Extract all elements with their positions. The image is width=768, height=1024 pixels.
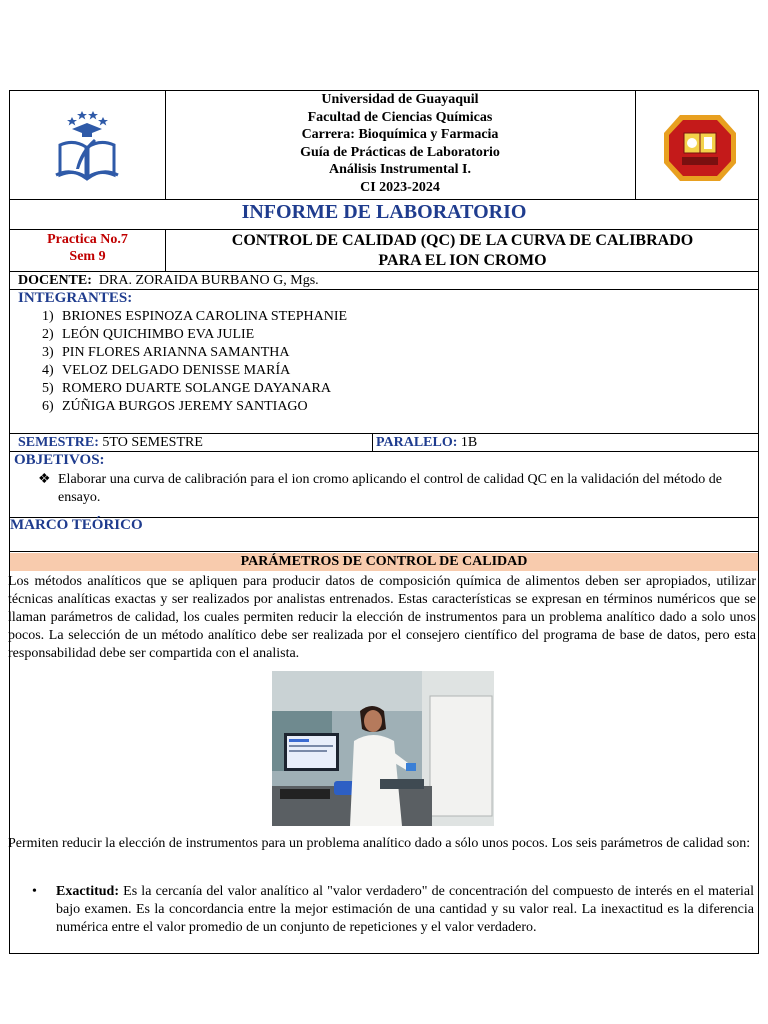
objetivo-text: Elaborar una curva de calibración para el ion cromo aplicando el control de calidad QC en la validación del método de ensayo. [58, 472, 722, 505]
practice-week: Sem 9 [69, 249, 106, 264]
members-list [42, 308, 347, 416]
report-title: INFORME DE LABORATORIO [241, 201, 527, 223]
practice-label [10, 229, 165, 271]
university-logo-icon [50, 103, 125, 183]
list-item: 1) BRIONES ESPINOZA CAROLINA STEPHANIE [42, 309, 348, 324]
paralelo-label: PARALELO: [376, 435, 458, 450]
exactitud-term: Exactitud: [56, 884, 119, 899]
list-item: 6) ZÚÑIGA BURGOS JEREMY SANTIAGO [42, 399, 308, 414]
paralelo-row [376, 434, 477, 452]
paralelo-value: 1B [460, 435, 478, 450]
header-line: CI 2023-2024 [360, 179, 440, 195]
lab-photo [272, 671, 494, 826]
exactitud-text: Es la cercanía del valor analítico al "valor verdadero" de concentración del compuesto de interés en el material bajo examen. Es la concordancia entre la mejor estimación de una cantidad y su valor real. La inexactitud es la diferencia numérica entre el valor promedio de un conjunto de repeticiones y el valor verdadero. [56, 884, 754, 935]
header-line: Facultad de Ciencias Químicas [307, 109, 493, 125]
diamond-bullet-icon: ❖ [38, 472, 51, 487]
header-line: Guía de Prácticas de Laboratorio [300, 144, 500, 160]
practice-topic [165, 229, 760, 271]
docente-row [18, 272, 319, 290]
list-item: 3) PIN FLORES ARIANNA SAMANTHA [42, 345, 290, 360]
faculty-seal-icon [660, 111, 740, 186]
paragraph-parametros: Permiten reducir la elección de instrumentos para un problema analítico dado a sólo unos pocos. Los seis parámetros de calidad son: [8, 836, 751, 851]
semestre-label: SEMESTRE: [18, 435, 99, 450]
list-item: 5) ROMERO DUARTE SOLANGE DAYANARA [42, 381, 331, 396]
header-line: Análisis Instrumental I. [329, 162, 471, 177]
semestre-row [18, 434, 203, 452]
paragraph-intro: Los métodos analíticos que se apliquen para producir datos de composición química de alimentos deben ser apropiados, utilizar técnicas analíticas exactas y ser realizados por analistas entrenados. Estas características se expresan en términos numéricos que se llaman parámetros de calidad, los cuales permiten reducir la elección de instrumentos para un problema analítico dado a solo unos pocos. La selección de un método analítico debe ser realizada por el consejero científico del programa de base de datos, pero esta responsabilidad debe ser compartida con el analista. [8, 574, 756, 661]
header-line: Carrera: Bioquímica y Farmacia [301, 127, 499, 142]
integrantes-heading: INTEGRANTES: [18, 290, 133, 306]
practice-number: Practica No.7 [47, 232, 128, 247]
marco-teorico-heading: MARCO TEÓRICO [10, 517, 143, 533]
semestre-value: 5TO SEMESTRE [102, 435, 203, 450]
bullet-dot-icon: • [32, 884, 37, 899]
parametros-heading: PARÁMETROS DE CONTROL DE CALIDAD [10, 553, 758, 571]
exactitud-item [32, 883, 754, 937]
topic-line: PARA EL ION CROMO [378, 252, 547, 269]
docente-label: DOCENTE: [18, 273, 92, 288]
topic-line: CONTROL DE CALIDAD (QC) DE LA CURVA DE CALIBRADO [231, 232, 694, 249]
report-page [9, 90, 759, 954]
header-title [165, 91, 635, 196]
objetivos-heading: OBJETIVOS: [14, 452, 105, 468]
docente-value: DRA. ZORAIDA BURBANO G, Mgs. [98, 273, 319, 288]
header-line: Universidad de Guayaquil [321, 92, 479, 107]
objetivo-item [38, 471, 753, 507]
list-item: 2) LEÓN QUICHIMBO EVA JULIE [42, 327, 255, 342]
list-item: 4) VELOZ DELGADO DENISSE MARÍA [42, 363, 291, 378]
